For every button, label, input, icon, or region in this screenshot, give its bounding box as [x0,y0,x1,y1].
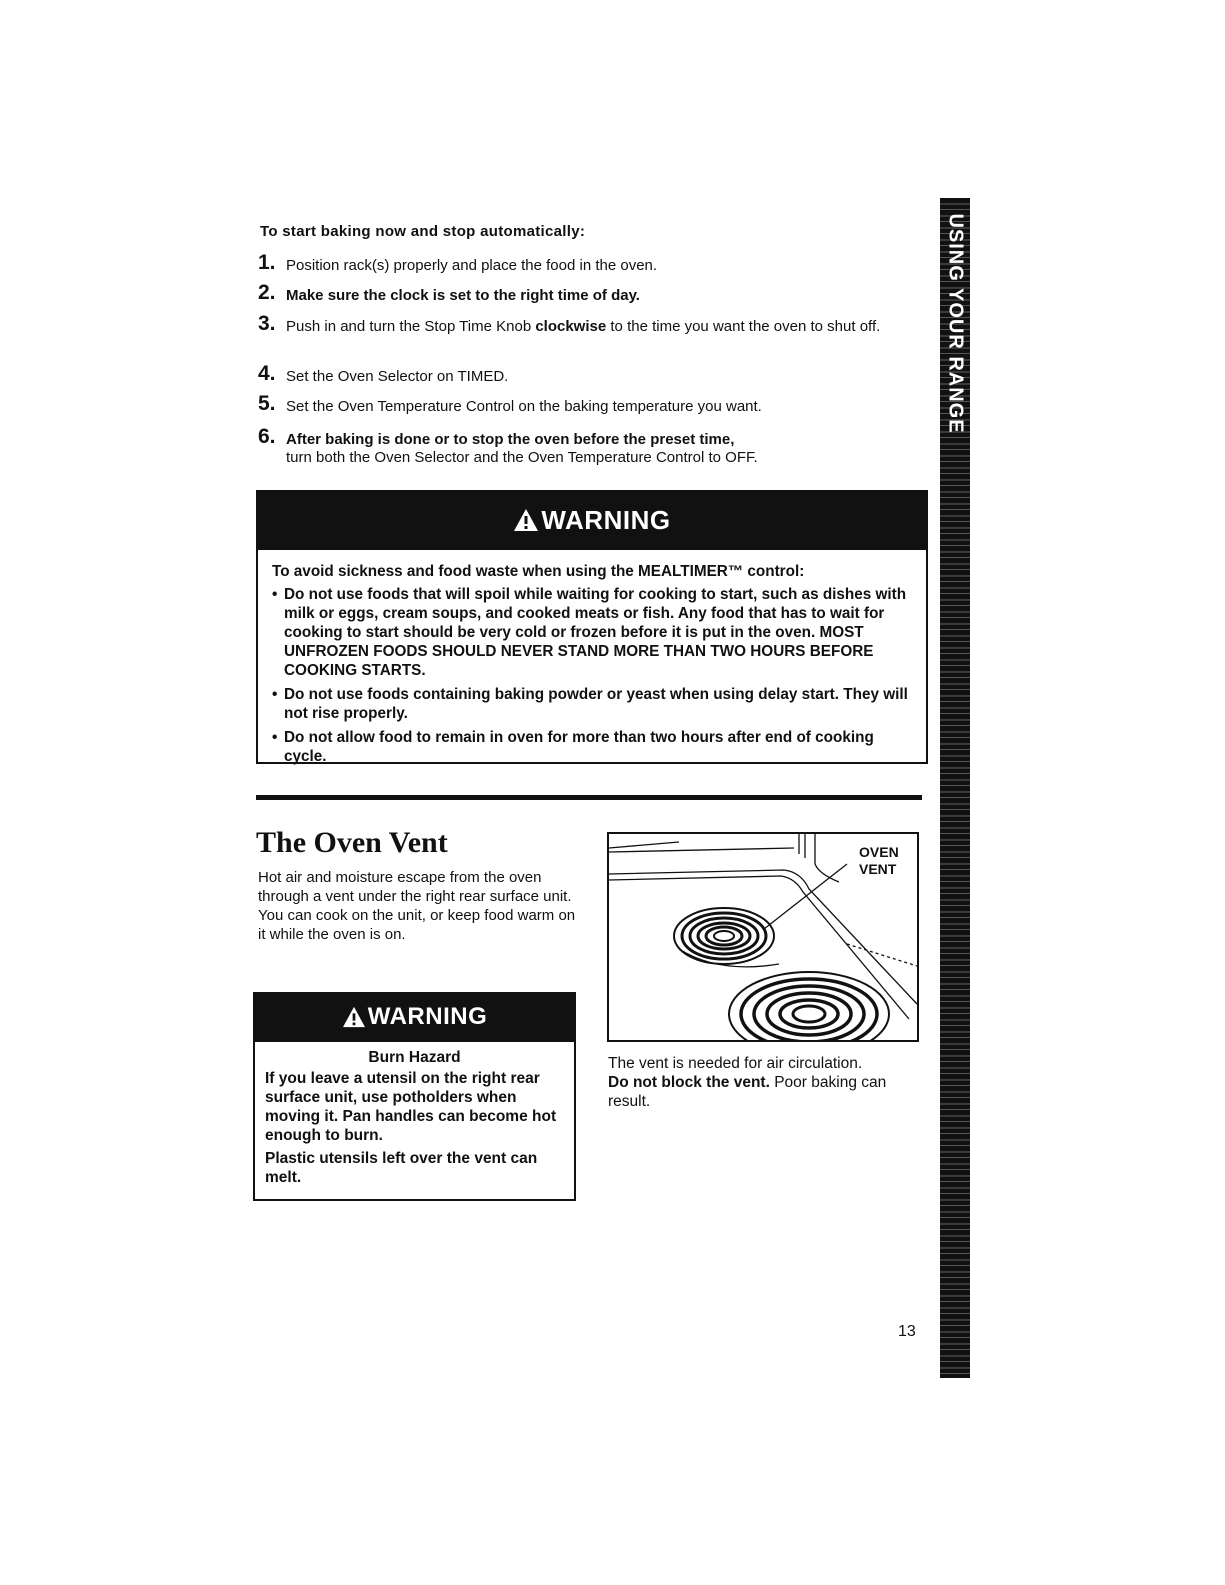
warning-intro: To avoid sickness and food waste when using the MEALTIMER™ control: [272,563,805,580]
side-tab-text: USING YOUR RANGE [944,212,967,434]
warning-box [256,490,928,764]
warning-subtitle: Burn Hazard [368,1049,461,1066]
warning-title: WARNING [541,504,671,535]
step-5 [258,392,930,416]
step-number: 1. [258,251,276,274]
figure-label-line: VENT [859,861,897,877]
warning-paragraph: If you leave a utensil on the right rear surface unit, use potholders when moving it. Pan handles can become hot enough to burn. [265,1070,557,1144]
warning-bullet: • Do not use foods containing baking powder or yeast when using delay start. They will not rise properly. [272,685,912,723]
step-number: 4. [258,362,276,385]
section-body: Hot air and moisture escape from the oven through a vent under the right rear surface unit. You can cook on the unit, or keep food warm on it while the oven is on. [258,869,576,943]
caption-text: Poor baking can result. [608,1074,887,1110]
step-number: 3. [258,312,276,335]
warning-triangle-icon [342,1006,366,1028]
step-text-part: Push in and turn the Stop Time Knob [286,318,536,335]
step-text-part: to the time you want the oven to shut off. [606,318,881,335]
step-text: Set the Oven Selector on TIMED. [286,368,509,385]
side-tab-label [940,198,970,448]
step-1 [258,251,930,275]
warning-header [258,490,926,550]
figure-caption [608,1054,928,1111]
step-2 [258,281,930,305]
caption-text: The vent is needed for air circulation. [608,1055,863,1072]
caption-bold: Do not block the vent. [608,1074,770,1091]
section-title: The Oven Vent [256,826,448,859]
step-number: 6. [258,425,276,448]
figure-label [859,844,899,878]
warning-bullet: • Do not allow food to remain in oven for more than two hours after end of cooking cycle. [272,728,912,766]
step-text: Set the Oven Temperature Control on the baking temperature you want. [286,398,762,415]
warning-paragraph: Plastic utensils left over the vent can melt. [265,1150,538,1186]
step-text-bold: After baking is done or to stop the oven before the preset time, [286,431,735,448]
step-number: 5. [258,392,276,415]
step-text-bold: clockwise [535,318,607,335]
step-number: 2. [258,281,276,304]
step-text: Make sure the clock is set to the right time of day. [286,287,640,304]
burn-warning-box [253,992,576,1201]
figure-label-line: OVEN [859,844,899,860]
step-text [286,318,926,336]
warning-bullet: • Do not use foods that will spoil while waiting for cooking to start, such as dishes with milk or eggs, cream soups, and cooked meats or fish. Any food that has to wait for cooking to start should be very cold or frozen before it is put in the oven. MOST UNFROZEN FOODS SHOULD NEVER STAND MORE THAN TWO HOURS BEFORE COOKING STARTS. [272,585,912,680]
steps-heading: To start baking now and stop automatically: [260,223,586,240]
step-text: Position rack(s) properly and place the food in the oven. [286,257,658,274]
section-divider [256,795,922,800]
step-6 [258,425,930,467]
step-text [286,431,930,467]
step-3 [258,312,926,336]
step-text-part: turn both the Oven Selector and the Oven Temperature Control to OFF. [286,449,758,466]
page-number: 13 [898,1323,916,1340]
step-4 [258,362,930,386]
warning-triangle-icon [513,508,539,532]
warning-title: WARNING [367,1003,488,1030]
warning-header [255,992,574,1042]
oven-vent-illustration [607,832,919,1042]
